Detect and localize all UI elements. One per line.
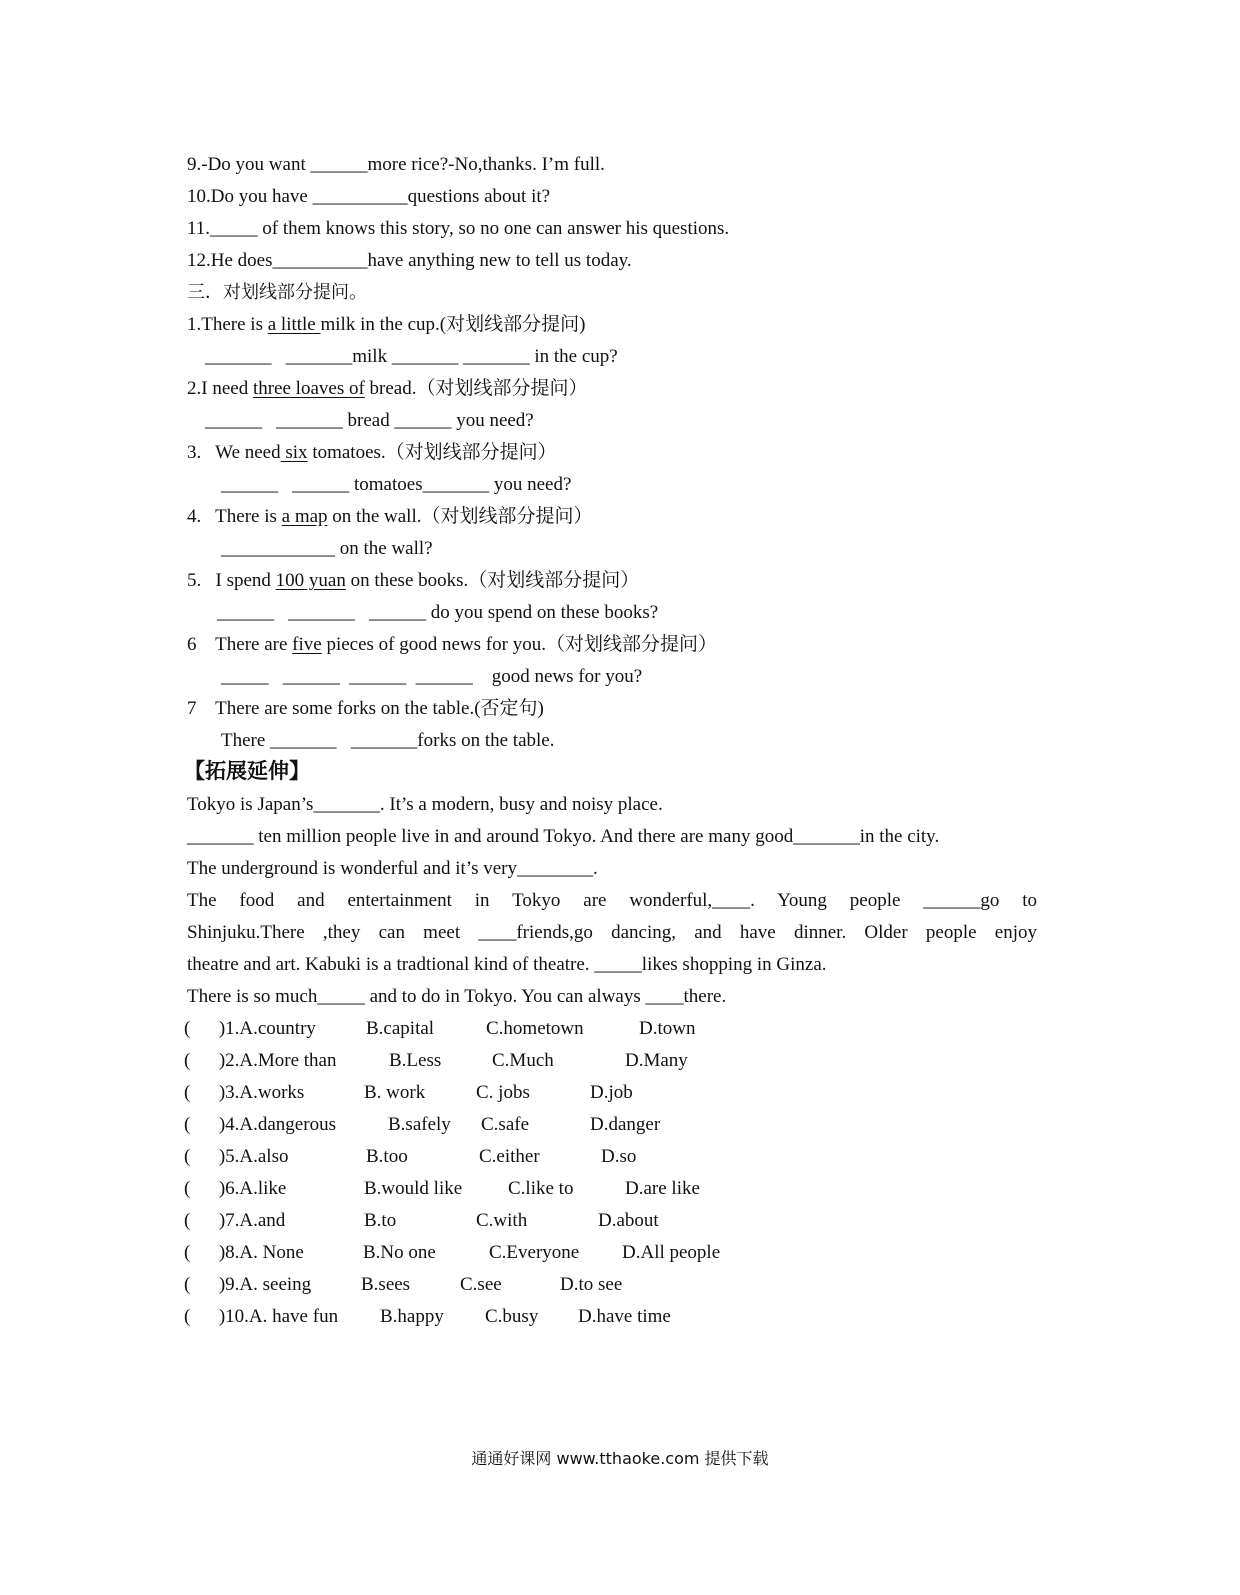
choice-d: D.All people [622,1242,721,1263]
choice-c: C.hometown [486,1018,584,1039]
choice-b: B.No one [363,1242,436,1263]
choice-label: ( )5.A.also [184,1146,289,1167]
choice-d: D.are like [625,1178,700,1199]
choice-c: C.busy [485,1306,539,1327]
p3-question-5: 5. I spend 100 yuan on these books.（对划线部分提问） [187,570,640,591]
p3-question-6: 6 There are five pieces of good news for you.（对划线部分提问） [187,634,717,655]
p3-answer-1: _______ _______milk _______ _______ in the cup? [205,346,618,367]
choice-b: B. work [364,1082,426,1103]
p3-question-4: 4. There is a map on the wall.（对划线部分提问） [187,506,593,527]
choice-label: ( )7.A.and [184,1210,286,1231]
choice-d: D.danger [590,1114,661,1135]
passage-line-7: There is so much_____ and to do in Tokyo. You can always ____there. [187,986,727,1007]
passage-line-6: theatre and art. Kabuki is a tradtional kind of theatre. _____likes shopping in Ginza. [187,954,827,975]
question-9: 9.-Do you want ______more rice?-No,thanks. I’m full. [187,154,605,175]
p3-answer-5: ______ _______ ______ do you spend on these books? [217,602,659,623]
choice-d: D.so [601,1146,637,1167]
extension-title: 【拓展延伸】 [184,759,310,783]
choice-label: ( )1.A.country [184,1018,316,1039]
p3-question-1: 1.There is a little milk in the cup.(对划线部分提问) [187,314,586,335]
p3-answer-6: _____ ______ ______ ______ good news for you? [221,666,643,687]
p3-answer-7: There _______ _______forks on the table. [221,730,555,751]
passage-line-1: Tokyo is Japan’s_______. It’s a modern, busy and noisy place. [187,794,663,815]
choice-b: B.sees [361,1274,411,1295]
choice-label: ( )3.A.works [184,1082,305,1103]
underlined-phrase: three loaves of [252,378,365,399]
choice-b: B.to [364,1210,397,1231]
underlined-phrase: a map [281,506,328,527]
choice-label: ( )6.A.like [184,1178,287,1199]
choice-c: C.like to [508,1178,574,1199]
choice-d: D.to see [560,1274,623,1295]
choice-label: ( )2.A.More than [184,1050,337,1071]
choice-c: C. jobs [476,1082,530,1103]
p3-question-3: 3. We need six tomatoes.（对划线部分提问） [187,442,557,463]
choice-b: B.Less [389,1050,442,1071]
underlined-phrase: five [292,634,322,655]
section-3-title: 三．对划线部分提问。 [187,282,367,303]
underlined-phrase: a little [267,314,321,335]
choice-label: ( )10.A. have fun [184,1306,339,1327]
p3-answer-2: ______ _______ bread ______ you need? [205,410,534,431]
question-11: 11._____ of them knows this story, so no one can answer his questions. [187,218,730,239]
choice-label: ( )9.A. seeing [184,1274,312,1295]
passage-line-4: The food and entertainment in Tokyo are wonderful,____. Young people ______go to [187,890,1037,911]
choice-c: C.either [479,1146,540,1167]
choice-c: C.with [476,1210,528,1231]
page-footer: 通通好课网 www.tthaoke.com 提供下载 [471,1449,769,1468]
choice-b: B.would like [364,1178,463,1199]
choice-b: B.happy [380,1306,444,1327]
choice-c: C.Much [492,1050,554,1071]
choice-b: B.capital [366,1018,435,1039]
p3-answer-4: ____________ on the wall? [221,538,433,559]
p3-question-2: 2.I need three loaves of bread.（对划线部分提问） [187,378,588,399]
choice-b: B.safely [388,1114,451,1135]
underlined-phrase: six [280,442,308,463]
passage-line-3: The underground is wonderful and it’s very________. [187,858,598,879]
passage-line-5: Shinjuku.There ,they can meet ____friends,go dancing, and have dinner. Older people enjoy [187,922,1037,943]
p3-question-7: 7 There are some forks on the table.(否定句) [187,698,544,719]
choice-d: D.Many [625,1050,688,1071]
choice-d: D.have time [578,1306,671,1327]
choice-d: D.about [598,1210,659,1231]
choice-c: C.Everyone [489,1242,580,1263]
choice-label: ( )8.A. None [184,1242,304,1263]
choice-label: ( )4.A.dangerous [184,1114,336,1135]
question-12: 12.He does__________have anything new to tell us today. [187,250,632,271]
choice-d: D.job [590,1082,633,1103]
question-10: 10.Do you have __________questions about it? [187,186,551,207]
choice-b: B.too [366,1146,408,1167]
underlined-phrase: 100 yuan [275,570,346,591]
p3-answer-3: ______ ______ tomatoes_______ you need? [221,474,572,495]
passage-line-2: _______ ten million people live in and around Tokyo. And there are many good_______in the city. [187,826,940,847]
choice-c: C.safe [481,1114,530,1135]
choice-d: D.town [639,1018,696,1039]
choice-c: C.see [460,1274,502,1295]
